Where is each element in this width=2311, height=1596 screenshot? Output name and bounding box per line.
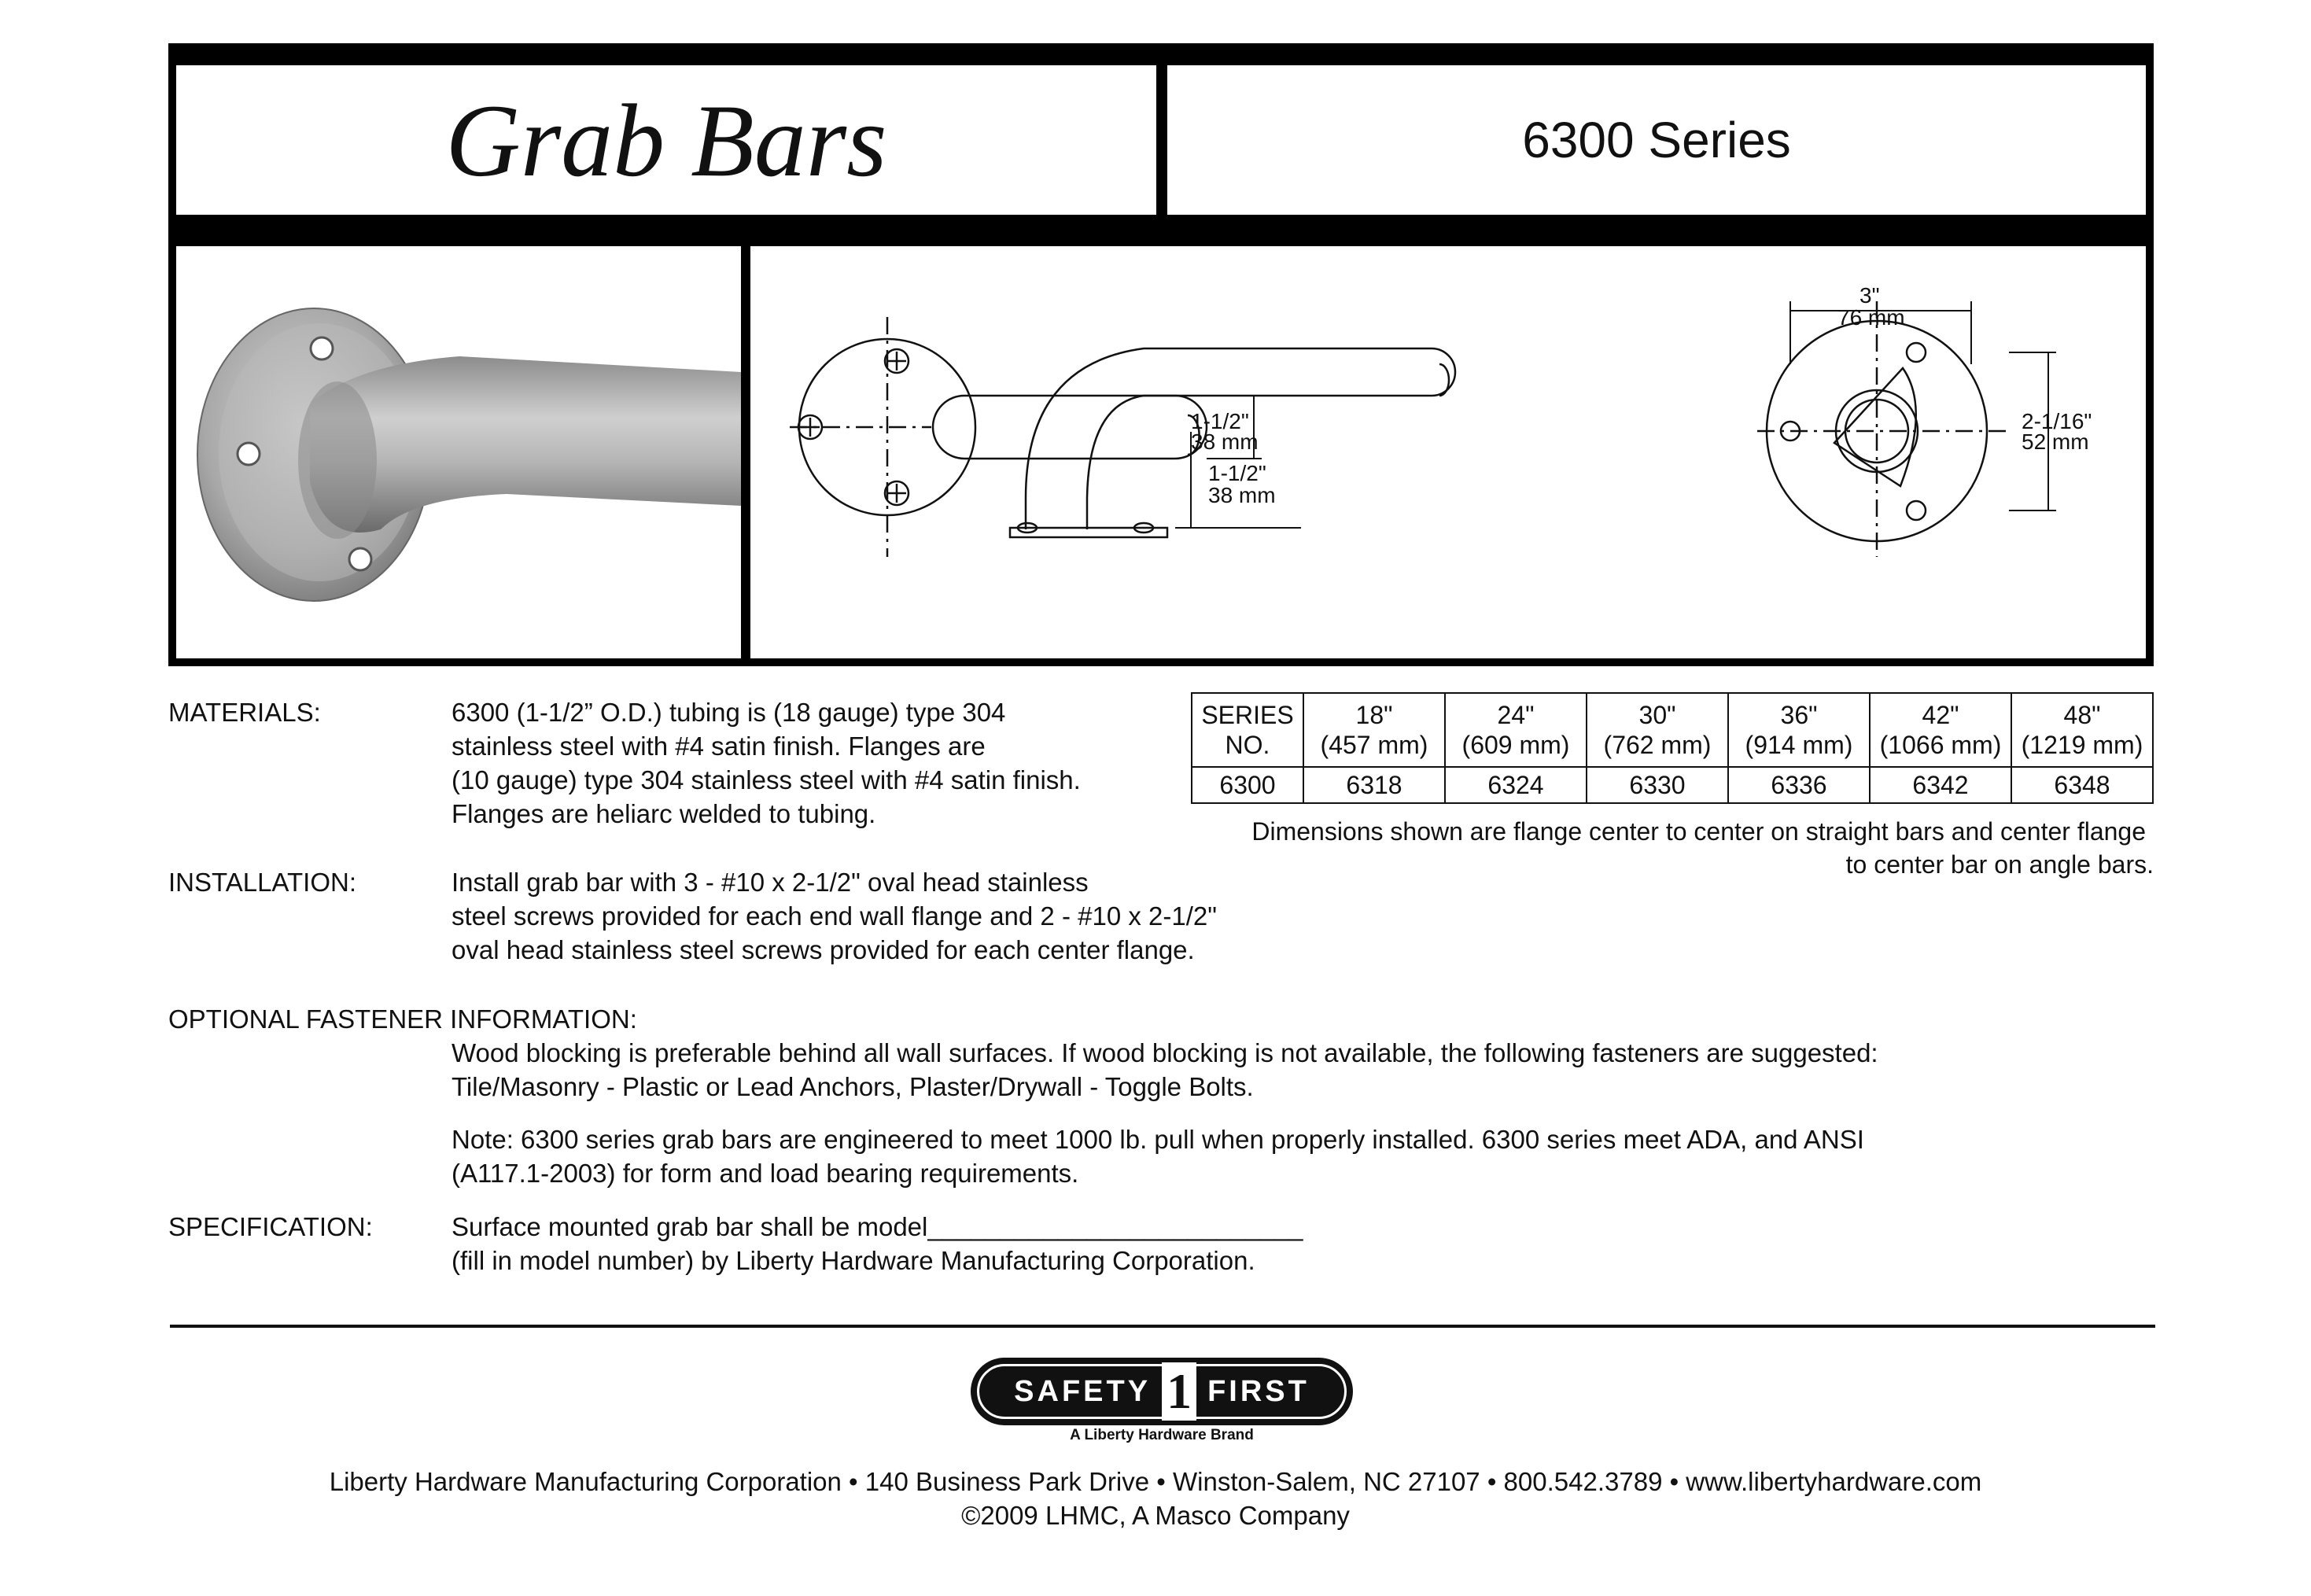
size-inches: 24" [1497, 701, 1535, 729]
size-mm: (609 mm) [1461, 731, 1570, 759]
installation-line-2: steel screws provided for each end wall flange and 2 - #10 x 2-1/2" [452, 901, 1217, 931]
angle-dim-line1: 1-1/2" [1208, 461, 1266, 485]
table-header-series [1192, 693, 1303, 767]
table-header-size [2011, 693, 2153, 767]
logo-tagline: A Liberty Hardware Brand [1070, 1427, 1254, 1443]
grab-bar-photo-illustration [176, 246, 741, 658]
divider [170, 1325, 2155, 1328]
fasteners-line-2: Tile/Masonry - Plastic or Lead Anchors, Plaster/Drywall - Toggle Bolts. [452, 1072, 1254, 1101]
size-inches: 30" [1638, 701, 1676, 729]
table-header-size [1728, 693, 1870, 767]
flange-drawing [1757, 301, 2056, 557]
installation-label: INSTALLATION: [168, 868, 356, 897]
size-mm: (457 mm) [1320, 731, 1428, 759]
table-cell-model: 6318 [1303, 767, 1445, 803]
straight-dim-line2: 38 mm [1191, 429, 1259, 454]
table-caption-line1: Dimensions shown are flange center to center on straight bars and center flange [1251, 817, 2146, 846]
fasteners-note-line-2: (A117.1-2003) for form and load bearing requirements. [452, 1159, 1079, 1188]
size-mm: (1219 mm) [2021, 731, 2143, 759]
table-header-row [1192, 693, 2153, 767]
copyright: ©2009 LHMC, A Masco Company [961, 1501, 1350, 1530]
fasteners-line-1: Wood blocking is preferable behind all wall surfaces. If wood blocking is not available, the following fasteners are suggested: [452, 1038, 1878, 1067]
fasteners-label: OPTIONAL FASTENER INFORMATION: [168, 1004, 637, 1034]
size-inches: 42" [1922, 701, 1959, 729]
table-cell-series: 6300 [1192, 767, 1303, 803]
materials-line-4: Flanges are heliarc welded to tubing. [452, 799, 876, 828]
series-title: 6300 Series [1167, 65, 2146, 215]
table-row [1192, 767, 2153, 803]
size-inches: 18" [1355, 701, 1393, 729]
straight-dim-line1: 1-1/2" [1191, 409, 1249, 433]
logo-badge [977, 1364, 1347, 1419]
table-cell-model: 6330 [1587, 767, 1728, 803]
table-cell-model: 6348 [2011, 767, 2153, 803]
flange-width-line2: 76 mm [1837, 305, 1905, 330]
size-mm: (914 mm) [1745, 731, 1853, 759]
series-header-line1: SERIES [1201, 701, 1294, 729]
product-photo [176, 246, 741, 658]
fasteners-note-line-1: Note: 6300 series grab bars are engineered to meet 1000 lb. pull when properly installed. 6300 series meet ADA, and ANSI [452, 1125, 1864, 1154]
page-title: Grab Bars [176, 65, 1156, 215]
specification-label: SPECIFICATION: [168, 1212, 373, 1241]
size-mm: (1066 mm) [1879, 731, 2002, 759]
materials-line-3: (10 gauge) type 304 stainless steel with #4 satin finish. [452, 765, 1081, 794]
table-cell-model: 6342 [1870, 767, 2011, 803]
materials-line-1: 6300 (1-1/2” O.D.) tubing is (18 gauge) type 304 [452, 698, 1006, 727]
table-header-size [1445, 693, 1587, 767]
size-inches: 48" [2063, 701, 2101, 729]
series-header-line2: NO. [1225, 731, 1270, 759]
materials-label: MATERIALS: [168, 698, 321, 727]
size-inches: 36" [1780, 701, 1818, 729]
table-header-size [1587, 693, 1728, 767]
dimension-drawings [750, 246, 2146, 658]
table-cell-model: 6324 [1445, 767, 1587, 803]
specification-line-1: Surface mounted grab bar shall be model__________________________ [452, 1212, 1303, 1241]
technical-drawings [750, 246, 2146, 658]
table-cell-model: 6336 [1728, 767, 1870, 803]
company-address: Liberty Hardware Manufacturing Corporation • 140 Business Park Drive • Winston-Salem, NC 27107 • 800.542.3789 • www.libertyhardware.com [329, 1467, 1982, 1496]
flange-height-line2: 52 mm [2022, 429, 2089, 454]
safety-first-logo [971, 1358, 1353, 1425]
logo-number: 1 [1162, 1362, 1196, 1421]
materials-line-2: stainless steel with #4 satin finish. Flanges are [452, 732, 986, 761]
flange-width-line1: 3" [1859, 283, 1880, 308]
specification-line-2: (fill in model number) by Liberty Hardware Manufacturing Corporation. [452, 1246, 1255, 1275]
table-caption-line2: to center bar on angle bars. [1845, 850, 2154, 879]
installation-line-3: oval head stainless steel screws provided for each center flange. [452, 935, 1195, 964]
flange-height-line1: 2-1/16" [2022, 409, 2092, 433]
table-header-size [1303, 693, 1445, 767]
table-header-size [1870, 693, 2011, 767]
table-caption [1191, 815, 2154, 881]
series-size-table [1191, 692, 2154, 804]
size-mm: (762 mm) [1603, 731, 1712, 759]
logo-text-left: SAFETY [1014, 1374, 1152, 1408]
logo-text-right: FIRST [1207, 1374, 1310, 1408]
angle-dim-line2: 38 mm [1208, 483, 1276, 507]
installation-line-1: Install grab bar with 3 - #10 x 2-1/2" oval head stainless [452, 868, 1089, 897]
